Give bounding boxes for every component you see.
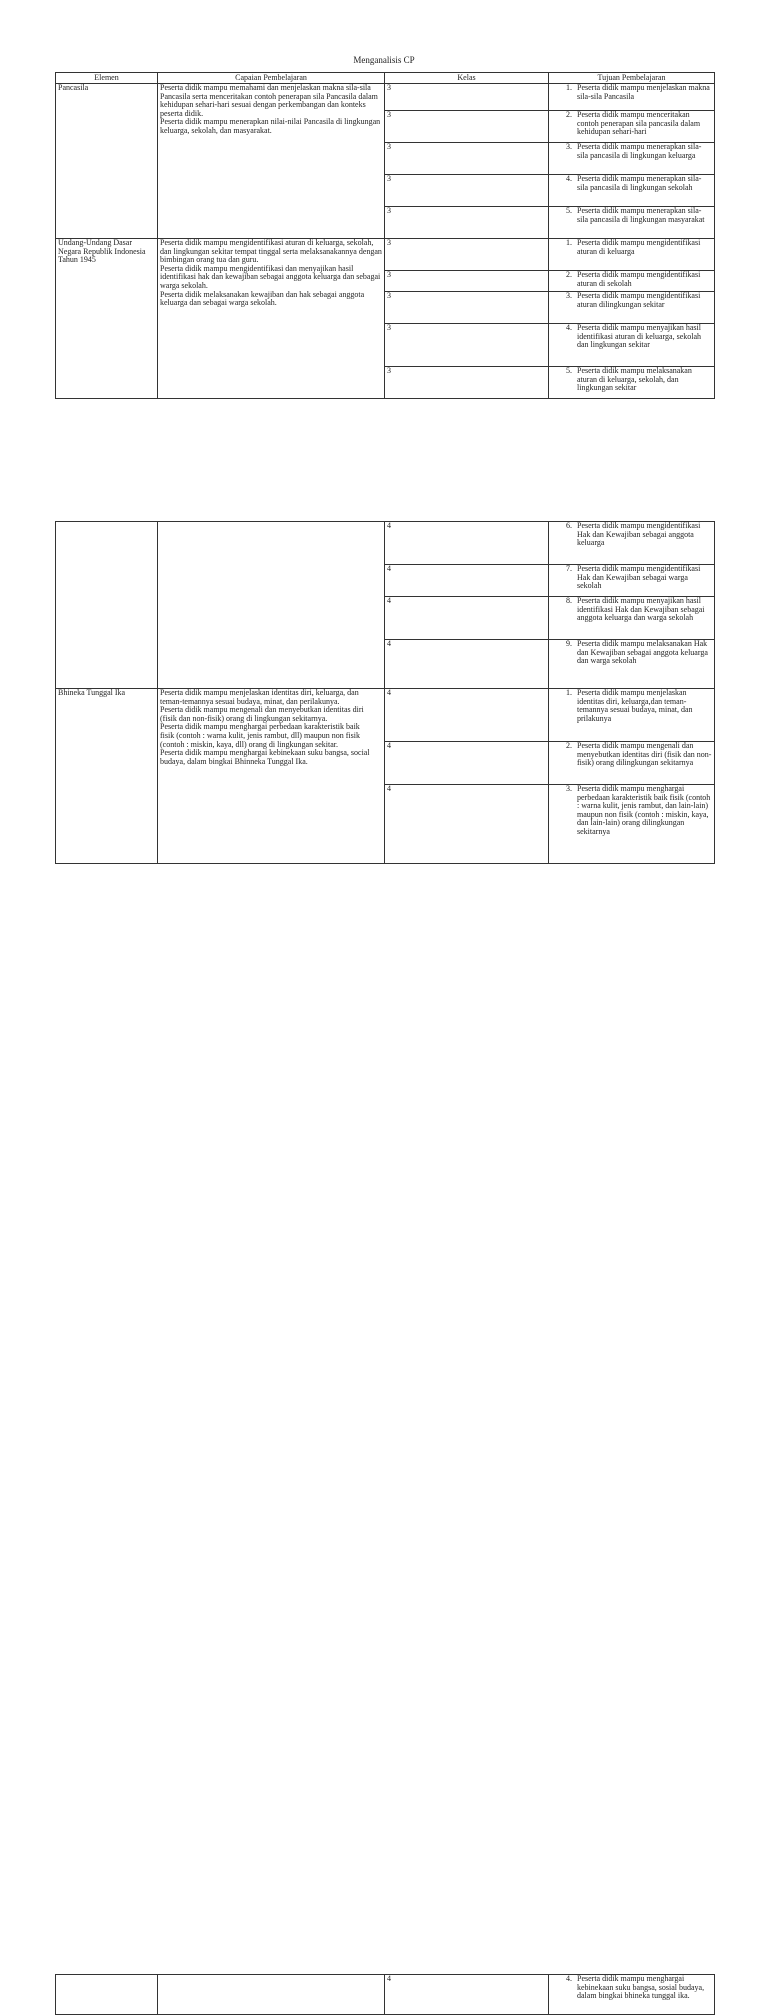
tujuan-item — [551, 742, 712, 768]
kelas-cell: 3 — [385, 271, 549, 292]
elemen-cell: Pancasila — [56, 84, 158, 239]
tujuan-item — [551, 292, 712, 309]
kelas-cell: 4 — [385, 785, 549, 864]
capaian-paragraph: Peserta didik mampu menghargai perbedaan karakteristik baik — [160, 722, 360, 732]
tujuan-number: 7. — [566, 564, 572, 573]
tujuan-number: 9. — [566, 639, 572, 648]
capaian-paragraph: Peserta didik mampu menghargai kebinekaan suku bangsa, social budaya, dalam bingkai Bhinneka Tunggal Ika. — [160, 748, 370, 766]
table-row — [56, 84, 715, 111]
tujuan-number: 1. — [566, 238, 572, 247]
header-capaian: Capaian Pembelajaran — [158, 73, 385, 84]
tujuan-text: Peserta didik mampu menerapkan sila-sila pancasila di lingkungan masyarakat — [577, 206, 705, 224]
tujuan-number: 1. — [566, 688, 572, 697]
tujuan-number: 5. — [566, 366, 572, 375]
tujuan-item — [551, 597, 712, 623]
capaian-cell — [158, 84, 385, 239]
capaian-cell — [158, 522, 385, 689]
header-tujuan: Tujuan Pembelajaran — [549, 73, 715, 84]
tujuan-item — [551, 640, 712, 666]
capaian-cell — [158, 1975, 385, 2015]
tujuan-text: Peserta didik mampu melaksanakan aturan di keluarga, sekolah, dan lingkungan sekitar — [577, 366, 692, 393]
header-elemen: Elemen — [56, 73, 158, 84]
tujuan-cell — [549, 239, 715, 271]
capaian-paragraph: fisik (contoh : warna kulit, jenis rambut, dll) maupun non fisik (contoh : miskin, kaya, dll) orang di lingkungan sekitar. — [160, 730, 360, 749]
tujuan-text: Peserta didik mampu mengidentifikasi aturan dilingkungan sekitar — [577, 291, 701, 309]
tujuan-text: Peserta didik mampu menerapkan sila-sila pancasila di lingkungan keluarga — [577, 142, 702, 160]
tujuan-item — [551, 689, 712, 723]
tujuan-cell — [549, 1975, 715, 2015]
table-row — [56, 689, 715, 742]
tujuan-cell — [549, 640, 715, 689]
tujuan-cell — [549, 271, 715, 292]
tujuan-cell — [549, 111, 715, 143]
tujuan-cell — [549, 597, 715, 640]
tujuan-number: 3. — [566, 291, 572, 300]
kelas-cell: 3 — [385, 175, 549, 207]
kelas-cell: 3 — [385, 111, 549, 143]
tujuan-cell — [549, 84, 715, 111]
tujuan-number: 1. — [566, 83, 572, 92]
kelas-cell: 4 — [385, 565, 549, 597]
tujuan-item — [551, 239, 712, 256]
tujuan-cell — [549, 367, 715, 399]
capaian-cell — [158, 689, 385, 864]
elemen-cell: Bhineka Tunggal Ika — [56, 689, 158, 864]
kelas-cell: 4 — [385, 640, 549, 689]
capaian-paragraph: Peserta didik mampu menerapkan nilai-nilai Pancasila di lingkungan keluarga, sekolah, dan masyarakat. — [160, 117, 381, 135]
tujuan-item — [551, 785, 712, 837]
kelas-cell: 4 — [385, 1975, 549, 2015]
page-3-fragment — [0, 987, 768, 2001]
tujuan-text: Peserta didik mampu melaksanakan Hak dan Kewajiban sebagai anggota keluarga dan warga sekolah — [577, 639, 708, 666]
tujuan-text: Peserta didik mampu mengidentifikasi aturan di keluarga — [577, 238, 701, 256]
kelas-cell: 3 — [385, 239, 549, 271]
kelas-cell: 3 — [385, 367, 549, 399]
header-row — [56, 73, 715, 84]
tujuan-number: 3. — [566, 784, 572, 793]
tujuan-item — [551, 324, 712, 350]
tujuan-text: Peserta didik mampu mengidentifikasi aturan di sekolah — [577, 270, 701, 288]
tujuan-text: Peserta didik mampu menjelaskan makna sila-sila Pancasila — [577, 83, 710, 101]
tujuan-item — [551, 143, 712, 160]
tujuan-cell — [549, 324, 715, 367]
kelas-cell: 3 — [385, 143, 549, 175]
tujuan-cell — [549, 742, 715, 785]
tujuan-number: 4. — [566, 1974, 572, 1983]
capaian-paragraph: Peserta didik mampu menjelaskan identitas diri, keluarga, dan teman-temannya sesuai budaya, minat, dan perilakunya. — [160, 688, 359, 706]
tujuan-cell — [549, 565, 715, 597]
tujuan-item — [551, 271, 712, 288]
capaian-cell — [158, 239, 385, 399]
kelas-cell: 3 — [385, 292, 549, 324]
tujuan-number: 5. — [566, 206, 572, 215]
tujuan-cell — [549, 522, 715, 565]
tujuan-cell — [549, 785, 715, 864]
tujuan-number: 2. — [566, 270, 572, 279]
tujuan-item — [551, 84, 712, 101]
capaian-paragraph: Peserta didik mampu mengidentifikasi aturan di keluarga, sekolah, dan lingkungan sekitar tempat tinggal serta melaksanakannya dengan bimbingan orang tua dan guru. — [160, 238, 382, 265]
tujuan-text: Peserta didik mampu mengidentifikasi Hak dan Kewajiban sebagai warga sekolah — [577, 564, 701, 591]
table-row — [56, 1975, 715, 2015]
elemen-cell — [56, 1975, 158, 2015]
tujuan-item — [551, 522, 712, 548]
tujuan-cell — [549, 207, 715, 239]
tujuan-text: Peserta didik mampu mengenali dan menyebutkan identitas diri (fisik dan non-fisik) orang dilingkungan sekitarnya — [577, 741, 712, 768]
tujuan-text: Peserta didik mampu mengidentifikasi Hak dan Kewajiban sebagai anggota keluarga — [577, 521, 701, 548]
kelas-cell: 4 — [385, 742, 549, 785]
tujuan-item — [551, 111, 712, 137]
tujuan-item — [551, 367, 712, 393]
capaian-paragraph: Peserta didik mampu mengenali dan menyebutkan identitas diri (fisik dan non-fisik) orang di lingkungan sekitarnya. — [160, 705, 364, 723]
kelas-cell: 3 — [385, 84, 549, 111]
tujuan-cell — [549, 143, 715, 175]
tujuan-cell — [549, 689, 715, 742]
tujuan-text: Peserta didik mampu menghargai perbedaan karakteristik baik fisik (contoh : warna kulit, jenis rambut, dan lain-lain) maupun non fisik (contoh : miskin, kaya, dan lain-lain) orang dilingkungan sekitarnya — [577, 784, 711, 836]
cp-table-page-1 — [55, 72, 715, 399]
kelas-cell: 3 — [385, 207, 549, 239]
tujuan-number: 4. — [566, 323, 572, 332]
tujuan-text: Peserta didik mampu menerapkan sila-sila pancasila di lingkungan sekolah — [577, 174, 702, 192]
tujuan-text: Peserta didik mampu menyajikan hasil identifikasi aturan di keluarga, sekolah dan lingkungan sekitar — [577, 323, 702, 350]
tujuan-number: 2. — [566, 741, 572, 750]
tujuan-item — [551, 1975, 712, 2001]
tujuan-cell — [549, 175, 715, 207]
tujuan-number: 8. — [566, 596, 572, 605]
tujuan-number: 6. — [566, 521, 572, 530]
cp-table-page-2 — [55, 521, 715, 864]
capaian-paragraph: Peserta didik mampu mengidentifikasi dan menyajikan hasil identifikasi hak dan kewajiban sebagai anggota keluarga dan sebagai warga sekolah. — [160, 263, 381, 290]
table-row — [56, 522, 715, 565]
tujuan-item — [551, 207, 712, 224]
tujuan-text: Peserta didik mampu menyajikan hasil identifikasi Hak dan Kewajiban sebagai anggota keluarga dan warga sekolah — [577, 596, 705, 623]
cp-table-page-3 — [55, 1974, 715, 2015]
table-row — [56, 239, 715, 271]
tujuan-text: Peserta didik mampu menghargai kebinekaan suku bangsa, sosial budaya, dalam bingkai bhineka tunggal ika. — [577, 1974, 705, 2001]
tujuan-number: 4. — [566, 174, 572, 183]
header-kelas: Kelas — [385, 73, 549, 84]
tujuan-text: Peserta didik mampu menceritakan contoh penerapan sila pancasila dalam kehidupan sehari-hari — [577, 110, 701, 137]
tujuan-item — [551, 565, 712, 591]
elemen-cell: Undang-Undang Dasar Negara Republik Indonesia Tahun 1945 — [56, 239, 158, 399]
tujuan-text: Peserta didik mampu menjelaskan identitas diri, keluarga,dan teman-temannya sesuai budaya, minat, dan prilakunya — [577, 688, 693, 723]
kelas-cell: 3 — [385, 324, 549, 367]
kelas-cell: 4 — [385, 597, 549, 640]
tujuan-number: 3. — [566, 142, 572, 151]
kelas-cell: 4 — [385, 689, 549, 742]
document-title: Menganalisis CP — [353, 55, 415, 65]
capaian-paragraph: Peserta didik mampu memahami dan menjelaskan makna sila-sila Pancasila serta menceritakan contoh penerapan sila Pancasila dalam kehidupan sehari-hari sesuai dengan perkembangan dan konteks peserta didik. — [160, 83, 378, 118]
kelas-cell: 4 — [385, 522, 549, 565]
elemen-cell — [56, 522, 158, 689]
tujuan-cell — [549, 292, 715, 324]
tujuan-number: 2. — [566, 110, 572, 119]
tujuan-item — [551, 175, 712, 192]
capaian-paragraph: Peserta didik melaksanakan kewajiban dan hak sebagai anggota keluarga dan sebagai warga sekolah. — [160, 289, 365, 308]
